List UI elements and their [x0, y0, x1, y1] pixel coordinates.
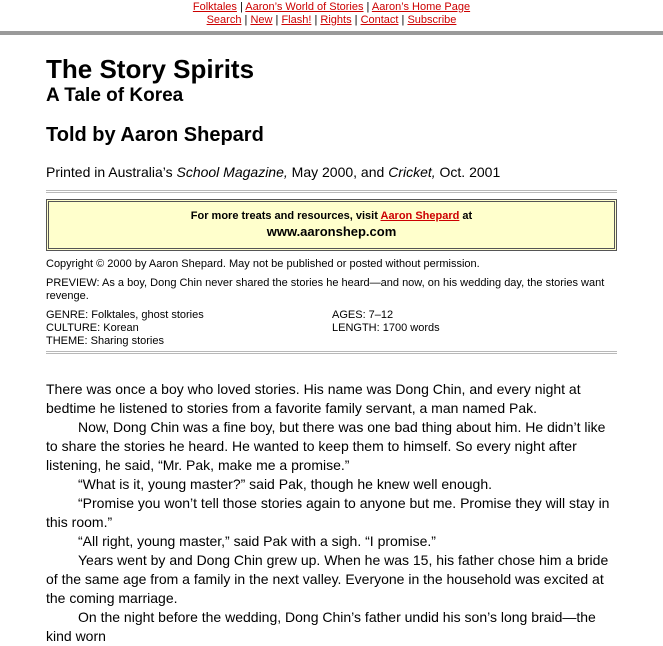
nav-link-world-of-stories[interactable]: Aaron’s World of Stories [245, 1, 364, 13]
nav-link-search[interactable]: Search [206, 14, 242, 26]
nav-separator: | [366, 1, 370, 13]
story-paragraph: “What is it, young master?” said Pak, though he knew well enough. [78, 476, 492, 492]
divider [46, 190, 617, 193]
top-divider-bar [0, 31, 663, 35]
metadata-theme: THEME: Sharing stories [46, 335, 164, 347]
metadata-length: LENGTH: 1700 words [332, 322, 440, 334]
nav-link-rights[interactable]: Rights [320, 14, 352, 26]
story-paragraph: There was once a boy who loved stories. His name was Dong Chin, and every night at bedtime he listened to stories from a favorite family servant, a man named Pak. [46, 381, 581, 416]
publication-school-magazine: School Magazine, [176, 164, 288, 180]
top-navigation [0, 0, 663, 27]
page-subtitle: A Tale of Korea [46, 85, 184, 106]
page-title: The Story Spirits [46, 54, 255, 84]
nav-link-new[interactable]: New [250, 14, 273, 26]
metadata-right-column [332, 309, 617, 348]
story-paragraph: “All right, young master,” said Pak with a sigh. “I promise.” [78, 533, 436, 549]
nav-link-contact[interactable]: Contact [360, 14, 399, 26]
nav-link-flash[interactable]: Flash! [281, 14, 312, 26]
promo-link-aaron-shepard[interactable]: Aaron Shepard [380, 210, 460, 222]
nav-link-home-page[interactable]: Aaron’s Home Page [371, 1, 471, 13]
story-paragraph: “Promise you won’t tell those stories again to anyone but me. Promise they will stay in this room.” [46, 495, 610, 530]
nav-separator: | [239, 1, 243, 13]
nav-separator: | [314, 14, 318, 26]
publication-suffix: Oct. 2001 [435, 164, 501, 180]
story-text [46, 380, 617, 646]
promo-text-before: For more treats and resources, visit [190, 210, 381, 222]
nav-separator: | [275, 14, 279, 26]
nav-row-2 [0, 14, 663, 27]
nav-separator: | [244, 14, 248, 26]
main-content [0, 55, 663, 646]
metadata-culture: CULTURE: Korean [46, 322, 139, 334]
byline: Told by Aaron Shepard [46, 124, 264, 146]
copyright-notice: Copyright © 2000 by Aaron Shepard. May not be published or posted without permission. [46, 258, 480, 270]
divider [46, 351, 617, 354]
nav-link-subscribe[interactable]: Subscribe [407, 14, 457, 26]
nav-row-1 [0, 1, 663, 14]
metadata-ages: AGES: 7–12 [332, 309, 394, 321]
publication-prefix: Printed in Australia’s [46, 164, 177, 180]
publication-middle: May 2000, and [287, 164, 389, 180]
story-metadata [46, 309, 617, 348]
story-paragraph: Now, Dong Chin was a fine boy, but there was one bad thing about him. He didn’t like to share the stories he heard. He wanted to keep them to himself. So every night after listening, he said, “Mr. Pak, make me a promise.” [46, 419, 606, 473]
nav-link-folktales[interactable]: Folktales [192, 1, 237, 13]
story-paragraph: Years went by and Dong Chin grew up. When he was 15, his father chose him a bride of the same age from a family in the next valley. Everyone in the household was excited at the coming marriage. [46, 552, 609, 606]
story-paragraph: On the night before the wedding, Dong Chin’s father undid his son’s long braid—the kind worn [46, 609, 596, 644]
nav-separator: | [354, 14, 358, 26]
publication-note [46, 163, 617, 181]
promo-text [49, 209, 614, 223]
metadata-left-column [46, 309, 332, 348]
publication-cricket: Cricket, [388, 164, 436, 180]
promo-box [46, 199, 617, 251]
story-preview: PREVIEW: As a boy, Dong Chin never shared the stories he heard—and now, on his wedding day, the stories want revenge. [46, 277, 605, 302]
nav-separator: | [401, 14, 405, 26]
metadata-genre: GENRE: Folktales, ghost stories [46, 309, 204, 321]
promo-url: www.aaronshep.com [266, 224, 397, 239]
promo-text-after: at [459, 210, 473, 222]
